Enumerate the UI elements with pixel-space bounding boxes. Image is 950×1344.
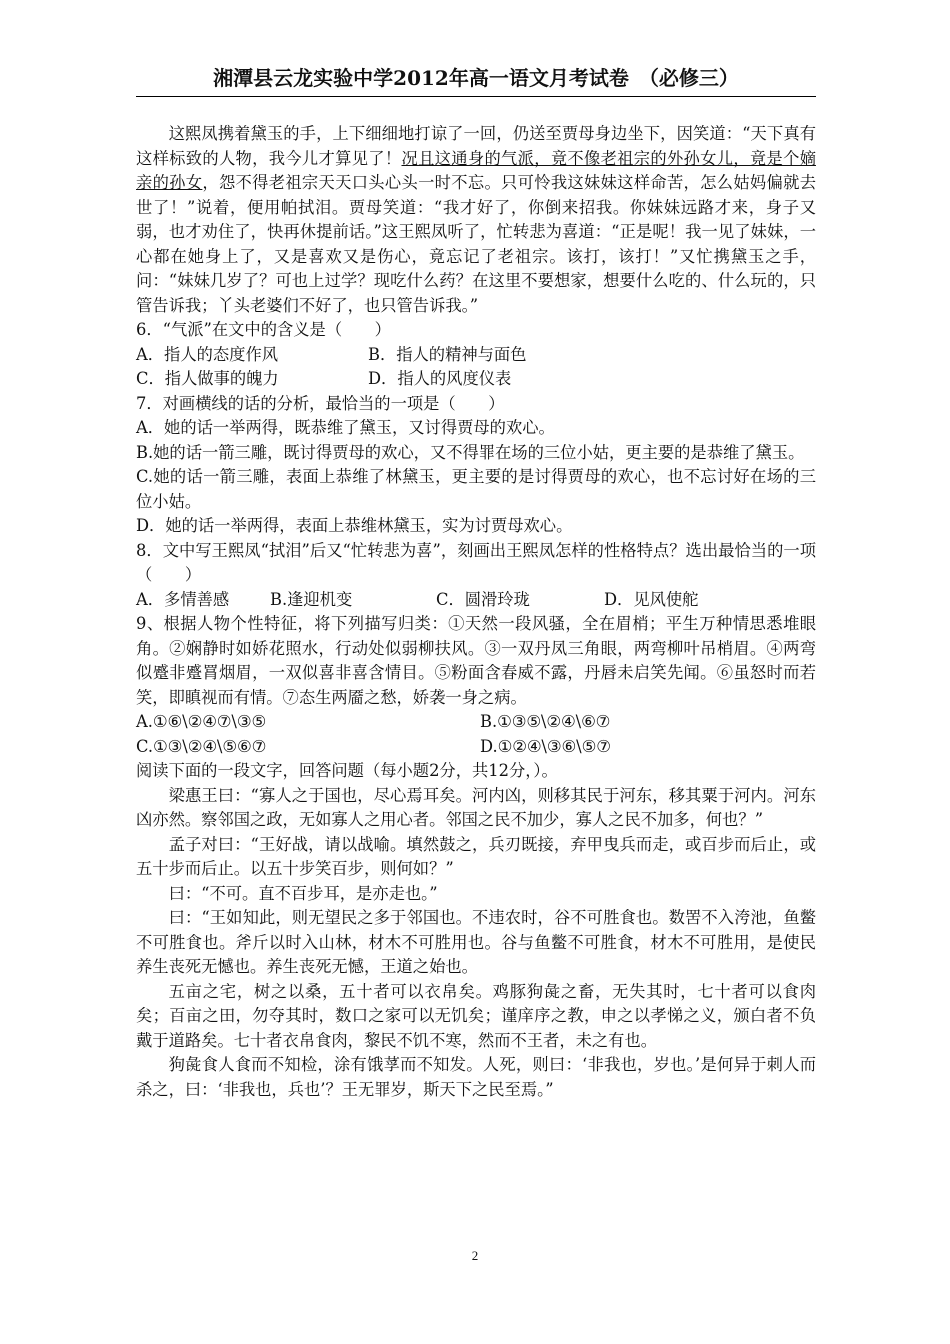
classical-paragraph-6: 狗彘食人食而不知检，涂有饿莩而不知发。人死，则曰：‘非我也，岁也。’是何异于刺人而杀之，曰：‘非我也，兵也’？王无罪岁，斯天下之民至焉。” (136, 1055, 816, 1099)
option-d: D．她的话一举两得，表面上恭维林黛玉，实为讨贾母欢心。 (136, 516, 573, 535)
question-9-options-row1 (136, 710, 816, 735)
classical-paragraph-2: 孟子对曰：“王好战，请以战喻。填然鼓之，兵刃既接，弃甲曳兵而走，或百步而后止，或五十步而后止。以五十步笑百步，则何如？” (136, 834, 816, 878)
option-a: A．她的话一举两得，既恭维了黛玉，又讨得贾母的欢心。 (136, 418, 555, 437)
page-number: 2 (471, 1248, 479, 1263)
question-9-stem: 9、根据人物个性特征，将下列描写归类：①天然一段风骚，全在眉梢；平生万种情思悉堆眼角。②娴静时如娇花照水，行动处似弱柳扶风。③一双丹凤三角眼，两弯柳叶吊梢眉。④两弯似蹙非蹙罥烟眉，一双似喜非喜含情目。⑤粉面含春威不露，丹唇未启笑先闻。⑥虽怒时而若笑，即瞋视而有情。⑦态生两靥之愁，娇袭一身之病。 (136, 614, 816, 707)
option-a: A．多情善感 (136, 589, 230, 609)
question-6-options-row2 (136, 367, 816, 392)
option-a: A.①⑥\②④⑦\③⑤ (136, 712, 267, 731)
passage-paragraph (136, 122, 816, 318)
option-b: B.①③⑤\②④\⑥⑦ (480, 712, 611, 731)
question-9-options-row2 (136, 735, 816, 760)
option-c: C．圆滑玲珑 (436, 589, 530, 609)
passage-text: 这熙凤携着黛玉的手，上下细细地打谅了一回，仍送至贾母身边坐下，因笑道：“天下真有这样标致的人物，我今儿才算见了！ (136, 124, 816, 168)
classical-paragraph-5: 五亩之宅，树之以桑，五十者可以衣帛矣。鸡豚狗彘之畜，无失其时，七十者可以食肉矣；百亩之田，勿夺其时，数口之家可以无饥矣；谨庠序之教，申之以孝悌之义，颁白者不负戴于道路矣。七十者衣帛食肉，黎民不饥不寒，然而不王者，未之有也。 (136, 981, 816, 1050)
option-d: D．指人的风度仪表 (368, 369, 512, 388)
option-b: B.她的话一箭三雕，既讨得贾母的欢心，又不得罪在场的三位小姑，更主要的是恭维了黛玉。 (136, 442, 805, 462)
option-d: D．见风使舵 (604, 589, 699, 609)
option-a: A．指人的态度作风 (136, 344, 279, 364)
classical-paragraph-3: 曰：“不可。直不百步耳，是亦走也。” (168, 883, 438, 903)
classical-paragraph-4: 曰：“王如知此，则无望民之多于邻国也。不违农时，谷不可胜食也。数罟不入洿池，鱼鳖不可胜食也。斧斤以时入山林，材木不可胜用也。谷与鱼鳖不可胜食，材木不可胜用，是使民养生丧死无憾也。养生丧死无憾，王道之始也。 (136, 908, 816, 976)
option-c: C.①③\②④\⑤⑥⑦ (136, 736, 267, 756)
question-7-stem: 7．对画横线的话的分析，最恰当的一项是（ ） (136, 393, 505, 413)
option-d: D.①②④\③⑥\⑤⑦ (480, 736, 611, 756)
question-8-stem: 8．文中写王熙凤“拭泪”后又“忙转悲为喜”，刻画出王熙凤怎样的性格特点？选出最恰当的一项（ ） (136, 540, 816, 584)
page-title: 湘潭县云龙实验中学2012年高一语文月考试卷 （必修三） (136, 60, 816, 97)
option-b: B.逢迎机变 (270, 589, 353, 609)
question-6-stem: 6．“气派”在文中的含义是（ ） (136, 320, 391, 339)
underlined-sentence: 况且这通身的气派，竟不像老祖宗的外孙女儿，竟是个嫡亲的孙女 (136, 148, 816, 192)
classical-paragraph-1: 梁惠王曰：“寡人之于国也，尽心焉耳矣。河内凶，则移其民于河东，移其粟于河内。河东凶亦然。察邻国之政，无如寡人之用心者。邻国之民不加少，寡人之民不加多，何也？” (136, 785, 816, 829)
option-c: C.她的话一箭三雕，表面上恭维了林黛玉，更主要的是讨得贾母的欢心，也不忘讨好在场的三位小姑。 (136, 467, 816, 511)
passage-text: ，怨不得老祖宗天天口头心头一时不忘。只可怜我这妹妹这样命苦，怎么姑妈偏就去世了！”说着，便用帕拭泪。贾母笑道：“我才好了，你倒来招我。你妹妹远路才来，身子又弱，也才劝住了，快再休提前话。”这王熙凤听了，忙转悲为喜道：“正是呢！我一见了妹妹，一心都在她身上了，又是喜欢又是伤心，竟忘记了老祖宗。该打，该打！”又忙携黛玉之手，问：“妹妹几岁了？可也上过学？现吃什么药？在这里不要想家，想要什么吃的、什么玩的，只管告诉我；丫头老婆们不好了，也只管告诉我。” (136, 173, 816, 315)
reading-instruction: 阅读下面的一段文字，回答问题（每小题2分，共12分，）。 (136, 761, 558, 780)
option-b: B．指人的精神与面色 (368, 344, 527, 364)
page-content (136, 122, 816, 1102)
question-6-options-row1 (136, 343, 816, 368)
option-c: C．指人做事的魄力 (136, 369, 279, 388)
question-8-options (136, 588, 816, 613)
